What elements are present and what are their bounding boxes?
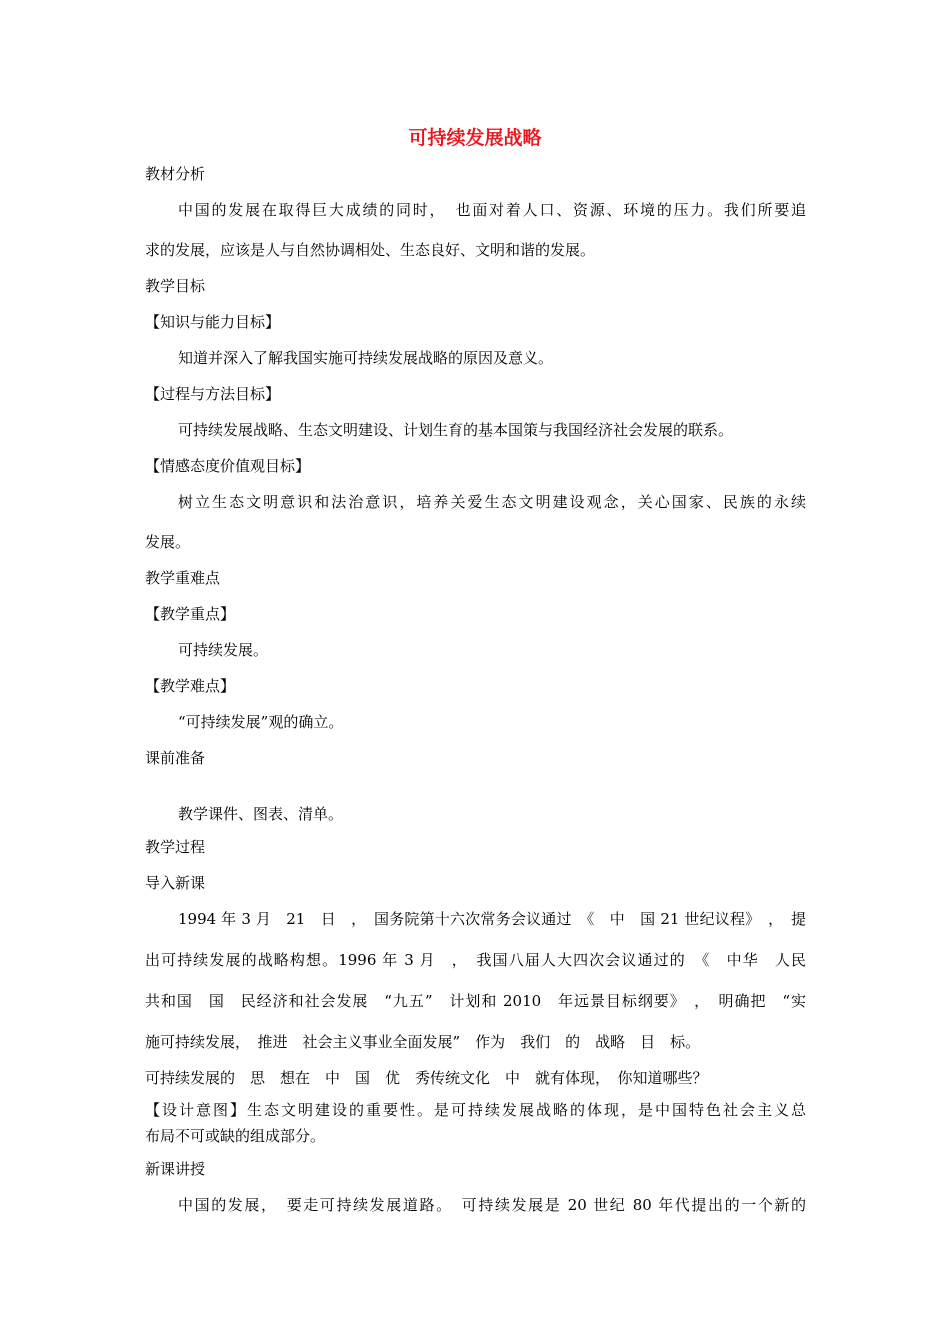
- paragraph-line: 可持续发展的 思 想在 中 国 优 秀传统文化 中 就有体现， 你知道哪些？: [145, 1069, 708, 1087]
- paragraph-line: 可持续发展。: [178, 641, 269, 659]
- subheading-knowledge-goals: 【知识与能力目标】: [145, 313, 281, 331]
- paragraph-line: 可持续发展战略、生态文明建设、计划生育的基本国策与我国经济社会发展的联系。: [178, 421, 734, 439]
- paragraph-line: 【设计意图】生态文明建设的重要性。是可持续发展战略的体现，是中国特色社会主义总: [145, 1101, 806, 1119]
- document-title: 可持续发展战略: [408, 127, 542, 149]
- paragraph-line: 1994 年 3 月 21 日 ， 国务院第十六次常务会议通过 《 中 国 21 世纪议程》 ， 提: [178, 910, 806, 928]
- paragraph-line: 教学课件、图表、清单。: [178, 805, 344, 823]
- paragraph-line: 共和国 国 民经济和社会发展 “九五” 计划和 2010 年远景目标纲要》 ， 明确把 “实: [145, 992, 806, 1010]
- paragraph-line: 布局不可或缺的组成部分。: [145, 1127, 326, 1145]
- section-heading-new-lesson: 新课讲授: [145, 1160, 206, 1178]
- subheading-difficult-point: 【教学难点】: [145, 677, 236, 695]
- subheading-key-point: 【教学重点】: [145, 605, 236, 623]
- paragraph-line: 中国的发展在取得巨大成绩的同时， 也面对着人口、资源、环境的压力。我们所要追: [178, 201, 806, 219]
- subheading-lesson-intro: 导入新课: [145, 874, 206, 892]
- section-heading-teaching-process: 教学过程: [145, 838, 206, 856]
- paragraph-line: 求的发展，应该是人与自然协调相处、生态良好、文明和谐的发展。: [145, 241, 596, 259]
- section-heading-preparation: 课前准备: [145, 749, 206, 767]
- paragraph-line: “可持续发展”观的确立。: [178, 713, 344, 731]
- section-heading-textbook-analysis: 教材分析: [145, 165, 206, 183]
- paragraph-line: 知道并深入了解我国实施可持续发展战略的原因及意义。: [178, 349, 554, 367]
- subheading-emotion-goals: 【情感态度价值观目标】: [145, 457, 311, 475]
- section-heading-teaching-goals: 教学目标: [145, 277, 206, 295]
- paragraph-line: 发展。: [145, 533, 191, 551]
- paragraph-line: 出可持续发展的战略构想。1996 年 3 月 ， 我国八届人大四次会议通过的 《 中华 人民: [145, 951, 806, 969]
- section-heading-key-points: 教学重难点: [145, 569, 221, 587]
- paragraph-line: 中国的发展， 要走可持续发展道路。 可持续发展是 20 世纪 80 年代提出的一个新的: [178, 1196, 806, 1214]
- paragraph-line: 树立生态文明意识和法治意识，培养关爱生态文明建设观念，关心国家、民族的永续: [178, 493, 806, 511]
- subheading-process-goals: 【过程与方法目标】: [145, 385, 281, 403]
- paragraph-line: 施可持续发展， 推进 社会主义事业全面发展” 作为 我们 的 战略 目 标。: [145, 1033, 701, 1051]
